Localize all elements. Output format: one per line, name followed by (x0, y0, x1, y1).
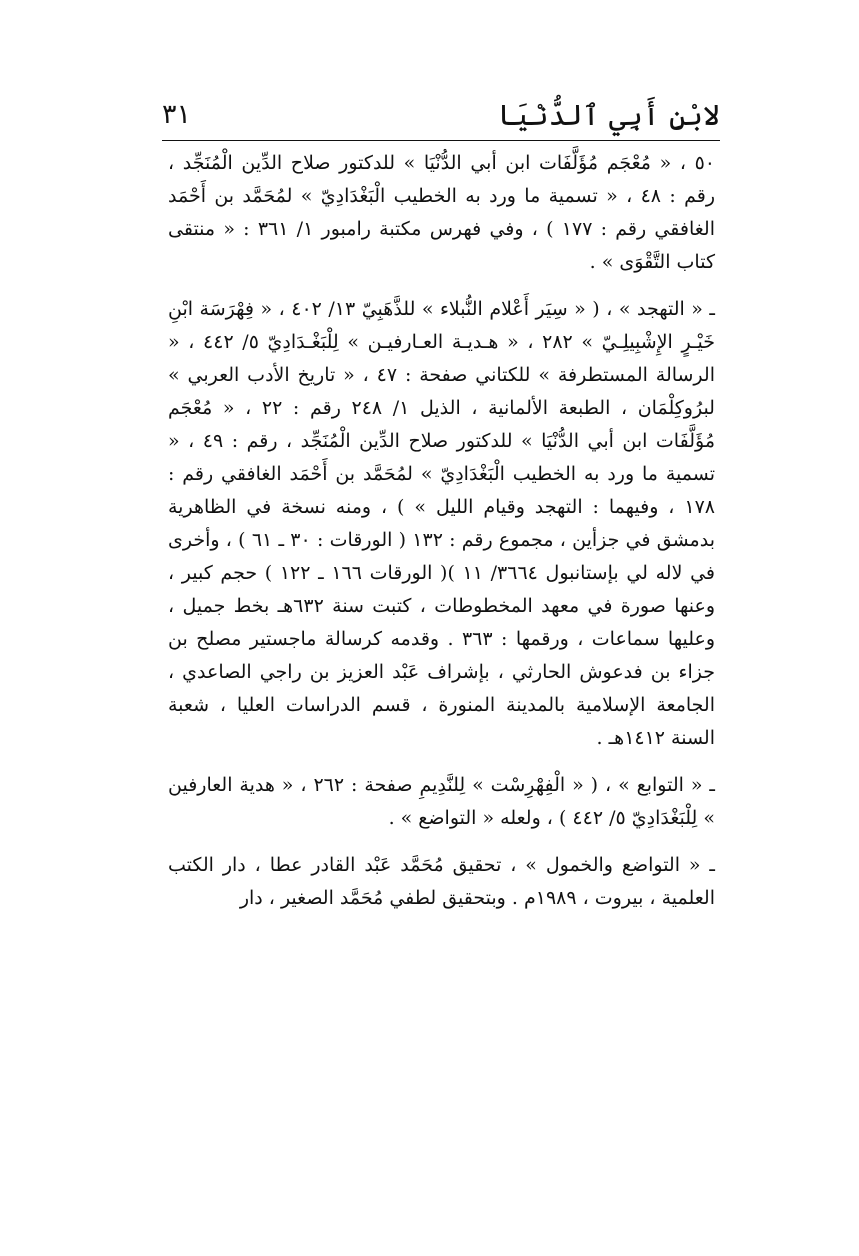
paragraph-entry-tahajjud: ـ « التهجد » ، ( « سِيَر أَعْلام النُّبلاء » للذَّهَبِيّ ١٣/ ٤٠٢ ، « فِهْرَسَة ابْنِ خَيْـرٍ الإِشْبِيلِـيّ » ٢٨٢ ، « هـديـة العـارفيـن » لِلْبَغْـدَادِيّ ٥/ ٤٤٢ ، « الرسالة المستطرفة » للكتاني صفحة : ٤٧ ، « تاريخ الأدب العربي » لبرُوكِلْمَان ، الطبعة الألمانية ، الذيل ١/ ٢٤٨ رقم : ٢٢ ، « مُعْجَم مُؤَلَّفَات ابن أبي الدُّنْيَا » للدكتور صلاح الدِّين الْمُنَجِّد ، رقم : ٤٩ ، « تسمية ما ورد به الخطيب الْبَغْدَادِيّ » لمُحَمَّد بن أَحْمَد الغافقي رقم : ١٧٨ ، وفيهما : التهجد وقيام الليل » ) ، ومنه نسخة في الظاهرية بدمشق في جزأين ، مجموع رقم : ١٣٢ ( الورقات : ٣٠ ـ ٦١ ) ، وأخرى في لاله لي بإستانبول ٣٦٦٤/ ١١ )( الورقات ١٦٦ ـ ١٢٢ ) حجم كبير ، وعنها صورة في معهد المخطوطات ، كتبت سنة ٦٣٢هـ بخط جميل ، وعليها سماعات ، ورقمها : ٣٦٣ . وقدمه كرسالة ماجستير مصلح بن جزاء بن فدعوش الحارثي ، بإشراف عَبْد العزيز بن راجي الصاعدي ، الجامعة الإسلامية بالمدينة المنورة ، قسم الدراسات العليا ، شعبة السنة ١٤١٢هـ . (168, 298, 716, 749)
running-title: لابْنِ أَبِي ٱلدُّنْيَا (497, 98, 720, 132)
paragraph-continued-entry: ٥٠ ، « مُعْجَم مُؤَلَّفَات ابن أبي الدُّنْيَا » للدكتور صلاح الدِّين الْمُنَجِّد ، رقم : ٤٨ ، « تسمية ما ورد به الخطيب الْبَغْدَادِيّ » لمُحَمَّد بن أَحْمَد الغافقي رقم : ١٧٧ ) ، وفي فهرس مكتبة رامبور ١/ ٣٦١ : « منتقى كتاب التَّقْوَى » . (168, 152, 715, 273)
paragraph-entry-tawadu: ـ « التواضع والخمول » ، تحقيق مُحَمَّد عَبْد القادر عطا ، دار الكتب العلمية ، بيروت ، ١٩٨٩م . وبتحقيق لطفي مُحَمَّد الصغير ، دار (168, 854, 715, 909)
page-body (168, 147, 715, 915)
page-number: ٣١ (162, 99, 192, 130)
paragraph-entry-tawabi: ـ « التوابع » ، ( « الْفِهْرِسْت » لِلنَّدِيمِ صفحة : ٢٦٢ ، « هدية العارفين » لِلْبَغْدَادِيّ ٥/ ٤٤٢ ) ، ولعله « التواضع » . (168, 774, 715, 829)
page-header (162, 92, 720, 138)
header-divider (162, 140, 720, 141)
